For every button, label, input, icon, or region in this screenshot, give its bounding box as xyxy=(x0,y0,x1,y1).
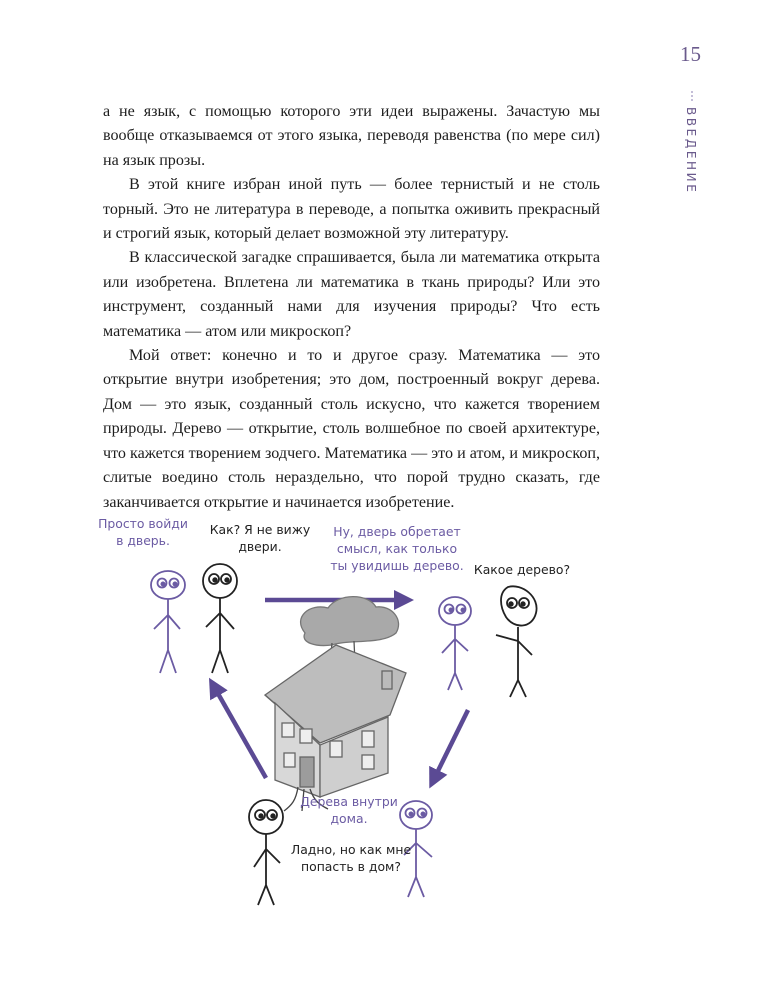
speech-bubble-5: Дерева внутри дома. xyxy=(300,794,398,826)
speech-bubble-3: Ну, дверь обретает смысл, как только ты увидишь дерево. xyxy=(330,524,464,573)
speech-bubble-1: Просто войди в дверь. xyxy=(98,516,188,548)
speech-bubble-6: Ладно, но как мне попасть в дом? xyxy=(290,842,412,874)
paragraph: В этой книге избран иной путь — более тернистый и не столь торный. Это не литература в переводе, а попытка оживить прекрасный и строгий язык, который делает возможной эту литературу. xyxy=(103,176,600,243)
paragraph: а не язык, с помощью которого эти идеи выражены. Зачастую мы вообще отказываемся от этого языка, переводя равенства (по мере сил) на язык прозы. xyxy=(103,103,600,169)
stick-figure-purple-2 xyxy=(439,597,471,690)
stick-figure-black-3 xyxy=(249,800,283,905)
speech-bubble-2: Как? Я не вижу двери. xyxy=(209,522,311,554)
stick-figure-black-2 xyxy=(496,586,537,697)
house-with-tree xyxy=(265,597,406,811)
speech-bubble-4: Какое дерево? xyxy=(473,562,571,577)
stick-figure-purple-1 xyxy=(151,571,185,673)
arrow-down-left xyxy=(432,710,468,783)
running-head xyxy=(672,91,710,201)
paragraph: В классической загадке спрашивается, была ли математика открыта или изобретена. Вплетена ли математика в ткань природы? Или это инструмент, созданный нами для изучения природы? Что есть математика — атом или микроскоп? xyxy=(103,249,600,340)
paragraph: Мой ответ: конечно и то и другое сразу. Математика — это открытие внутри изобретения; это дом, построенный вокруг дерева. Дом — это язык, созданный столь искусно, что кажется творением природы. Дерево — открытие, столь волшебное по своей архитектуре, что кажется творением зодчего. Математика — это и атом, и микроскоп, слитые воедино столь нераздельно, что порой трудно сказать, где заканчивается открытие и начинается изобретение. xyxy=(103,347,600,511)
body-text xyxy=(103,100,600,515)
arrow-up-left xyxy=(212,683,266,778)
page-number: 15 xyxy=(680,42,701,66)
running-head-text: ВВЕДЕНИЕ xyxy=(684,107,698,195)
comic-illustration xyxy=(70,505,630,925)
stick-figure-black-1 xyxy=(203,564,237,673)
